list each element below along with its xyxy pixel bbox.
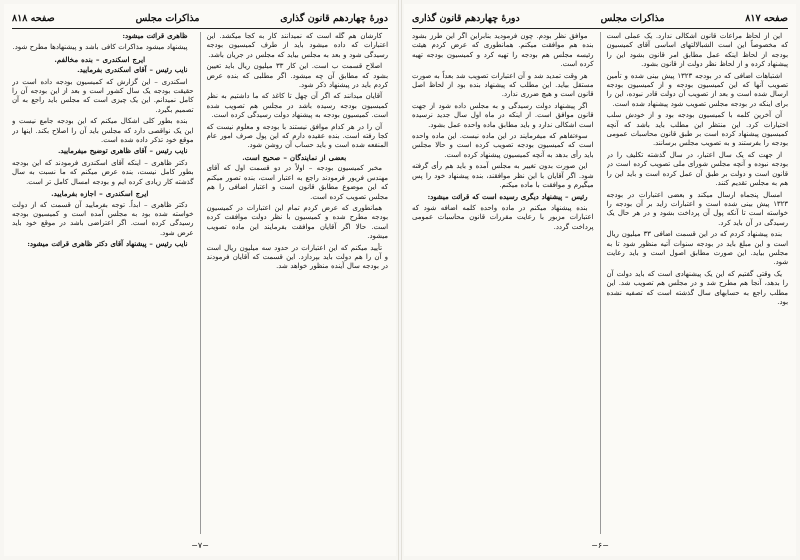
header-rule [412,28,788,29]
paragraph: آن آخرین کلمه با کمیسیون بودجه بود و از خودش سلب اختیارات کرد. این منتظر این مطلب باید باشد که آنچه کمیسیون پیشنهاد کرده است بر طبق قانون محاسبات عمومی بودجه را بفرستند و به تصویب مجلس برسانند. [606,111,788,148]
paragraph: آقایان میدانند که اگر آن چهل تا کاغذ که ما داشتیم به نظر کمیسیون بودجه رسیده باشد در مجلس هم تصویب شده است. کمیسیون بودجه به پیشنهاد دولت رسیدگی کرده است. [206,92,388,120]
paragraph: تأیید میکنم که این اعتبارات در حدود سه میلیون ریال است و آن را هم دولت باید بپردازد. این قسمت که آقایان فرمودند در بودجه سال آینده منظور خواهد شد. [206,243,388,271]
paragraph: یک وقتی گفتیم که این یک پیشنهادی است که باید دولت آن را بدهد، آنجا هم مطرح شد و در مجلس هم تصویب شد. این مطلب راجع به حسابهای سال گذشته است که تصفیه نشده بود. [606,269,788,306]
page-number: صفحه ۸۱۷ [745,12,788,24]
paragraph: این از لحاظ مراعات قانون اشکالی ندارد. یک عملی است که مخصوصاً این است الشبالالتهای اساسی آقای کمیسیون بودجه از لحاظ اینکه عمل مطابق امر قانون بشود این را پیشنهاد کرده و از لحاظ نظر دولت از قانون بشود. [606,32,788,69]
paragraph: اسکندری – این گزارش که کمیسیون بودجه داده است در حقیقت بودجه یک سال کشور است و بعد از این بودجه آن را کامل نمیدانم. این یک چیزی است که مجلس باید راجع به آن تصمیم بگیرد. [12,77,194,114]
proposal-text: بنده پیشنهاد میکنم در ماده واحده کلمه اضافه شود که اعتبارات مزبور با رعایت مقررات قانون محاسبات عمومی پرداخت گردد. [412,203,594,231]
column-left [12,32,194,534]
header-rule [12,28,388,29]
page-817 [404,4,796,556]
paragraph: دکتر ظاهری – ابداً. توجه بفرمایید آن قسمت که از دولت خواسته شده بود به مجلس آمده است و کمیسیون بودجه رسیدگی کرده است. اگر اعتراضی باشد در موقع خود باید عرض شود. [12,200,194,237]
paragraph: بنده پیشنهاد کردم که در این قسمت اضافی ۳۳ میلیون ریال است و این مبلغ باید در بودجه سنوات آتیه منظور شود تا به مجلس بیاید. این صورت مطابق اصول است و باید رعایت شود. [606,230,788,267]
paragraph: مخبر کمیسیون بودجه – اولاً در دو قسمت اول که آقای مهندس فریور فرمودند راجع به اعتبار است، بنده تصور میکنم که این موضوع مطابق قانون است و اعتبار اضافی را هم مجلس تصویب کرده است. [206,164,388,201]
book-gutter [398,0,402,560]
speaker-heading: ایرج اسکندری – بنده مخالفم. [54,54,146,64]
paragraph: موافق نظر بودم. چون فرمودید بنابراین اگر این طرز بشود بنده هم موافقت میکنم. همانطوری که عرض کردم هیئت رئیسه مجلس هم بودجه را تهیه کرد و کمیسیون بودجه تهیه کرده است. [412,32,594,69]
speaker-heading: ایرج اسکندری – اجازه بفرمایید. [51,189,149,199]
paragraph: آن را در هر کدام موافق نیستند با بودجه و معلوم نیست که کجا رفته است. بنده عقیده دارم که این پول صرف امور عام المنفعه شده است و باید حساب آن روشن شود. [206,122,388,150]
paragraph: این صورت بدون تغییر به مجلس آمده و باید هم رأی گرفته شود. اگر آقایان با این نظر موافقند، بنده پیشنهاد خود را پس میگیرم و موافقت با ماده میکنم. [412,162,594,190]
speaker-line: رئیس – پیشنهاد دیگری رسیده است که قرائت میشود: [427,192,588,201]
speaker-line: نایب رئیس – آقای اسکندری بفرمایید. [77,66,188,75]
column-divider [200,32,201,534]
paragraph: اگر پیشنهاد دولت رسیدگی و به مجلس داده شود از جهت قانون موافق است. از اینکه در ماه اول سال جدید نرسیده است اشکالی ندارد و باید مطابق ماده واحده عمل بشود. [412,101,594,129]
paragraph: اشتباهات اضافی که در بودجه ۱۳۲۳ پیش بینی شده و تأمین تصویب آنها که این کمیسیون بودجه و از کمیسیون بودجه ارسال شده است و بعد از تصویب آن دولت قادر نبوده، این را برای اینکه در بودجه مجلس تصویب شود پیشنهاد شده است. [606,71,788,108]
paragraph: بنده بطور کلی اشکال میکنم که این بودجه جامع نیست و این یک نواقصی دارد که مجلس باید آن را اصلاح بکند. اینها در موقع خود تذکر داده شده است. [12,117,194,145]
page-818 [4,4,396,556]
paragraph: امسال پنجماه ارسال میکند و بعضی اعتبارات در بودجه ۱۳۲۳ پیش بینی شده است و اعتبارات زاید بر آن بودجه را خواسته است تا آنکه پول آن پرداخت بشود و در هر حال یک رسیدگی در آن باید کرد. [606,190,788,227]
page-footer-number: −۷− [191,541,209,550]
speaker-line: ظاهری قرائت میشود: [122,32,188,40]
paragraph: همانطوری که عرض کردم تمام این اعتبارات در کمیسیون بودجه مطرح شده و کمیسیون با نظر دولت موافقت کرده است. حالا اگر آقایان موافقت بفرمایند این ماده تصویب میشود. [206,203,388,241]
page-header [12,10,388,26]
header-title: مذاکرات مجلس [600,12,665,24]
page-header [412,10,788,26]
speaker-line: نایب رئیس – آقای ظاهری توضیح میفرمایید. [58,147,188,156]
column-right [607,32,789,534]
session-title: دورهٔ چهاردهم قانون گذاری [280,12,388,24]
header-title: مذاکرات مجلس [135,12,200,24]
paragraph: از جهت که یک سال اعتبار، در سال گذشته تکلیف را در بودجه نبوده و آنچه مجلس شورای ملی تصویب کرده است در قانون است و دولت بر طبق آن عمل کرده است و باید این را هم به مجلس تقدیم کنند. [606,150,788,188]
paragraph: هر وقت تمدید شد و آن اعتبارات تصویب شد بعداً به صورت مستقل بیاید. این مطلب که پیشنهاد بنده بود از لحاظ اصل قانون است و هیچ ضرری ندارد. [412,71,594,99]
interjection-line: بعضی از نمایندگان – صحیح است. [242,152,347,162]
page-number: صفحه ۸۱۸ [12,12,55,24]
text-columns [12,32,388,534]
speaker-line: نایب رئیس – پیشنهاد آقای دکتر ظاهری قرائت میشود: [27,240,188,249]
column-divider [600,32,601,534]
column-left [412,32,594,534]
session-title: دورهٔ چهاردهم قانون گذاری [412,12,520,24]
text-columns [412,32,788,534]
paragraph: کارشان هم گله است که نمیدانند کار به کجا میکشد. این اعتبارات که داده میشود باید از طرف کمیسیون بودجه رسیدگی شود و بعد به مجلس بیاید که مجلس در جریان باشد. [206,32,388,59]
page-footer-number: −۶− [591,541,609,550]
paragraph: اصلاح قسمت ب است. این کار ۳۳ میلیون ریال باید تعیین بشود که مطابق آن چه میشود. اگر مطلبی که بنده عرض کردم باید در پیشنهاد ذکر شود. [206,62,388,90]
paragraph: سوءتفاهم که میفرمایند در این ماده نیست. این ماده واحده است که کمیسیون بودجه تصویب کرده است و حالا مجلس باید رأی بدهد به آنچه کمیسیون پیشنهاد کرده است. [412,132,594,159]
paragraph: دکتر ظاهری – اینکه آقای اسکندری فرمودند که این بودجه بطور کامل نیست، بنده عرض میکنم که ما نسبت به سال گذشته کار زیادی کرده ایم و بودجه امسال کامل تر است. [12,158,194,186]
proposal-text: پیشنهاد میشود مذاکرات کافی باشد و پیشنهادها مطرح شود. [12,43,188,52]
column-right [207,32,389,534]
